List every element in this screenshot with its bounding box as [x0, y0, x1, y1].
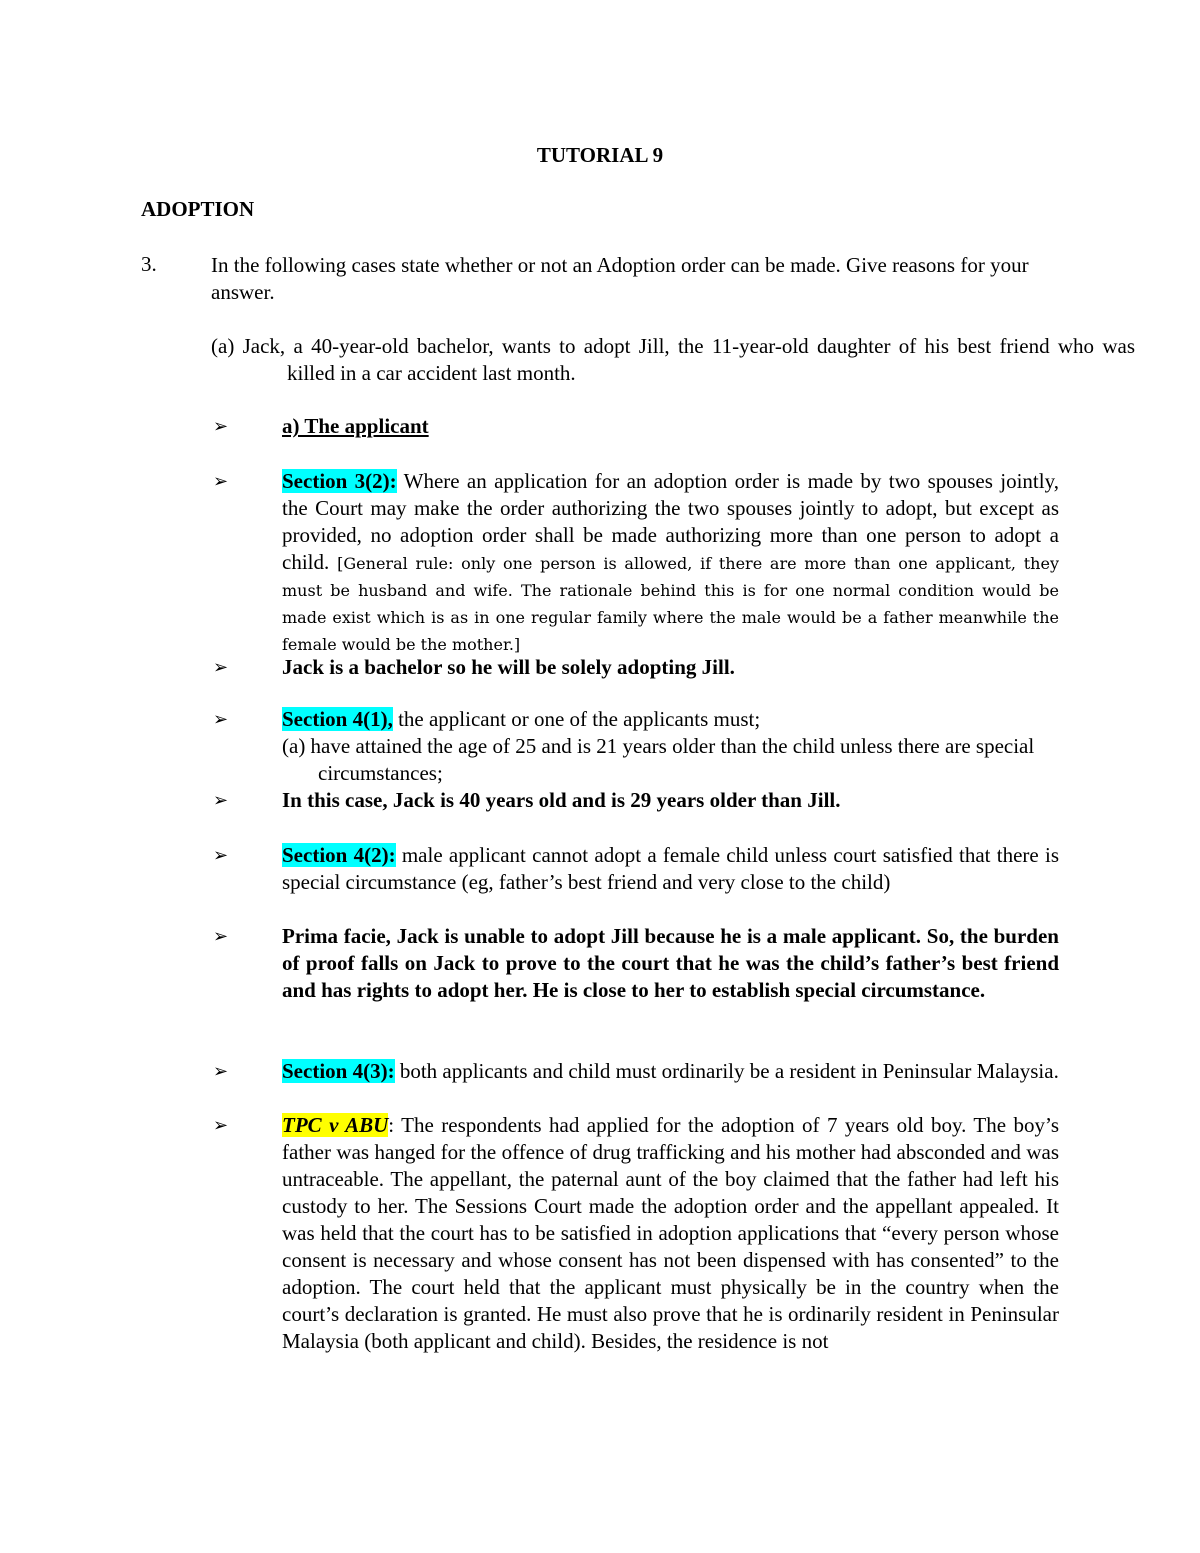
question-case-a: (a) Jack, a 40-year-old bachelor, wants to adopt Jill, the 11-year-old daughter of his best friend who was killed in a car accident last month.: [211, 334, 1135, 385]
jack-bachelor-statement: Jack is a bachelor so he will be solely adopting Jill.: [282, 655, 735, 679]
section-4-1-paragraph: [282, 706, 1059, 733]
bullet-icon: ➢: [213, 926, 229, 947]
section-4-1-label: Section 4(1),: [282, 707, 393, 731]
bullet-icon: ➢: [213, 845, 229, 866]
prima-facie-statement: Prima facie, Jack is unable to adopt Jill because he is a male applicant. So, the burden of proof falls on Jack to prove to the court that he was the child’s father’s best friend and has rights to adopt her. He is close to her to establish special circumstance.: [282, 924, 1059, 1002]
bullet-icon: ➢: [213, 790, 229, 811]
section-4-3-label: Section 4(3):: [282, 1059, 395, 1083]
tpc-case-text: : The respondents had applied for the adoption of 7 years old boy. The boy’s father was hanged for the offence of drug trafficking and his mother had absconded and was untraceable. The appellant, the paternal aunt of the boy claimed that the father had left his custody to her. The Sessions Court made the adoption order and the appellant appealed. It was held that the court has to be satisfied in adoption applications that “every person whose consent is necessary and whose consent has not been dispensed with has consented” to the adoption. The court held that the applicant must physically be in the country when the court’s declaration is granted. He must also prove that he is ordinarily resident in Peninsular Malaysia (both applicant and child). Besides, the residence is not: [282, 1113, 1059, 1353]
tpc-case-paragraph: [282, 1112, 1059, 1355]
bullet-icon: ➢: [213, 471, 229, 492]
section-4-2-paragraph: [282, 842, 1059, 896]
question-number: 3.: [141, 252, 157, 276]
section-4-2-text: male applicant cannot adopt a female child unless court satisfied that there is special circumstance (eg, father’s best friend and very close to the child): [282, 843, 1059, 894]
bullet-icon: ➢: [213, 416, 229, 437]
section-4-2-label: Section 4(2):: [282, 843, 396, 867]
bullet-icon: ➢: [213, 657, 229, 678]
section-3-2-paragraph: [282, 468, 1059, 657]
applicant-heading: [282, 413, 1059, 440]
bullet-icon: ➢: [213, 1061, 229, 1082]
tpc-case-label: TPC v ABU: [282, 1113, 389, 1137]
question-text: In the following cases state whether or not an Adoption order can be made. Give reasons for your answer.: [211, 253, 1029, 304]
bullet-icon: ➢: [213, 709, 229, 730]
section-3-2-note: [General rule: only one person is allowed, if there are more than one applicant, they must be husband and wife. The rationale behind this is for one normal condition would be made exist which is as in one regular family where the male would be a father meanwhile the female would be the mother.]: [282, 554, 1059, 654]
jack-age-statement: In this case, Jack is 40 years old and is 29 years older than Jill.: [282, 788, 841, 812]
page-title: TUTORIAL 9: [536, 143, 664, 167]
section-3-2-label: Section 3(2):: [282, 469, 397, 493]
section-4-3-text: both applicants and child must ordinarily be a resident in Peninsular Malaysia.: [394, 1059, 1059, 1083]
section-4-3-paragraph: [282, 1058, 1059, 1085]
section-3-2-text: Where an application for an adoption order is made by two spouses jointly, the Court may make the order authorizing the two spouses jointly to adopt, but except as provided, no adoption order shall be made authorizing more than one person to adopt a child.: [282, 469, 1059, 574]
applicant-heading-text: a) The applicant: [282, 414, 429, 438]
bullet-icon: ➢: [213, 1115, 229, 1136]
section-4-1-subclause: (a) have attained the age of 25 and is 21 years older than the child unless there are special circumstances;: [282, 734, 1035, 785]
section-4-1-text: the applicant or one of the applicants must;: [392, 707, 761, 731]
section-heading: ADOPTION: [141, 197, 255, 221]
